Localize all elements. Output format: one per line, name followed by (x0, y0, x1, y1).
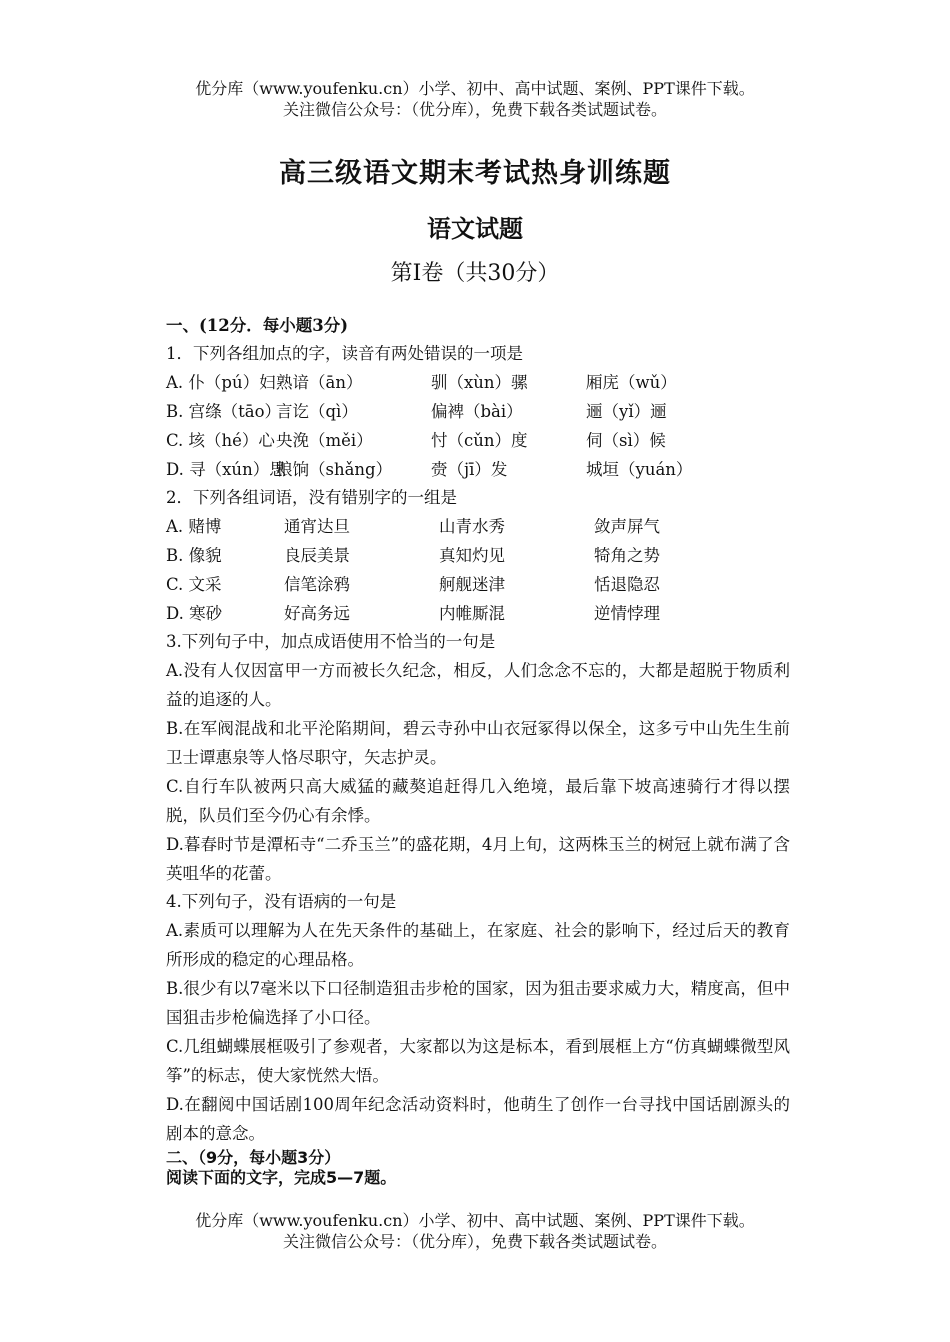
q1-d-3: 赍（jī）发 (431, 460, 508, 479)
q2-option-a (166, 512, 790, 541)
q2-b-4: 犄角之势 (594, 546, 660, 565)
q3-option-c: C.自行车队被两只高大威猛的藏獒追赶得几入绝境，最后靠下坡高速骑行才得以摆脱，队员们至今仍心有余悸。 (166, 777, 790, 825)
q2-a-3: 山青水秀 (439, 517, 505, 536)
q3-stem: 3.下列句子中，加点成语使用不恰当的一句是 (166, 632, 496, 651)
footer-line-1: 优分库（www.youfenku.cn）小学、初中、高中试题、案例、PPT课件下载。 (195, 1211, 755, 1230)
q1-option-b (166, 397, 790, 426)
q4-option-d: D.在翻阅中国话剧100周年纪念活动资料时，他萌生了创作一台寻找中国话剧源头的剧本的意念。 (166, 1095, 790, 1143)
q1-d-4: 城垣（yuán） (586, 460, 693, 479)
q2-a-2: 通宵达旦 (284, 517, 350, 536)
q2-option-b (166, 541, 790, 570)
q1-a-2: 熟谙（ān） (276, 373, 363, 392)
q2-c-1: C. 文采 (166, 575, 222, 594)
q2-b-1: B. 像貌 (166, 546, 222, 565)
q1-stem: 1．下列各组加点的字，读音有两处错误的一项是 (166, 344, 523, 363)
q2-d-1: D. 寒砂 (166, 604, 223, 623)
q1-a-3: 驯（xùn）骡 (431, 373, 528, 392)
q1-d-2: 粮饷（shǎng） (276, 460, 393, 479)
banner-line-1: 优分库（www.youfenku.cn）小学、初中、高中试题、案例、PPT课件下载。 (195, 79, 755, 98)
q1-b-2: 言讫（qì） (276, 402, 358, 421)
q4-option-a: A.素质可以理解为人在先天条件的基础上，在家庭、社会的影响下，经过后天的教育所形成的稳定的心理品格。 (166, 921, 790, 969)
exam-content (166, 312, 790, 1188)
q2-a-4: 敛声屏气 (594, 517, 660, 536)
q1-d-1: D. 寻（xún）思 (166, 460, 286, 479)
section2-instruction: 阅读下面的文字，完成5—7题。 (166, 1168, 397, 1187)
section1-heading: 一、(12分．每小题3分) (166, 316, 349, 335)
q2-a-1: A. 赌博 (166, 517, 222, 536)
exam-subtitle: 语文试题 (427, 214, 523, 243)
q1-a-1: A. 仆（pú）妇 (166, 373, 276, 392)
q2-b-2: 良辰美景 (284, 546, 350, 565)
q2-b-3: 真知灼见 (439, 546, 505, 565)
q1-b-3: 偏裨（bài） (431, 402, 523, 421)
q1-a-4: 厢庑（wǔ） (586, 373, 677, 392)
q1-option-d (166, 455, 790, 484)
q2-stem: 2．下列各组词语，没有错别字的一组是 (166, 488, 457, 507)
q1-c-3: 忖（cǔn）度 (431, 431, 528, 450)
q1-c-2: 央浼（měi） (276, 431, 373, 450)
q2-option-d (166, 599, 790, 628)
q3-option-d: D.暮春时节是潭柘寺“二乔玉兰”的盛花期，4月上旬，这两株玉兰的树冠上就布满了含英咀华的花蕾。 (166, 835, 790, 883)
q4-option-b: B.很少有以7毫米以下口径制造狙击步枪的国家，因为狙击要求威力大，精度高，但中国狙击步枪偏选择了小口径。 (166, 979, 790, 1027)
q2-c-2: 信笔涂鸦 (284, 575, 350, 594)
q1-option-c (166, 426, 790, 455)
q4-option-c: C.几组蝴蝶展框吸引了参观者，大家都以为这是标本，看到展框上方“仿真蝴蝶微型风筝”的标志，使大家恍然大悟。 (166, 1037, 790, 1085)
footer-banner (0, 1210, 950, 1252)
q3-option-a: A.没有人仅因富甲一方而被长久纪念，相反，人们念念不忘的，大都是超脱于物质利益的追逐的人。 (166, 661, 790, 709)
q2-d-4: 逆情悖理 (594, 604, 660, 623)
header-banner (0, 78, 950, 120)
q2-c-3: 舸舰迷津 (439, 575, 505, 594)
banner-line-2: 关注微信公众号：（优分库），免费下载各类试题试卷。 (282, 100, 667, 119)
q2-d-3: 内帷厮混 (439, 604, 505, 623)
q1-c-4: 伺（sì）候 (586, 431, 666, 450)
q1-option-a (166, 368, 790, 397)
q1-c-1: C. 垓（hé）心 (166, 431, 275, 450)
q2-d-2: 好高务远 (284, 604, 350, 623)
volume-label: 第Ⅰ卷（共30分） (390, 261, 560, 286)
q1-b-1: B. 宫绦（tāo） (166, 402, 282, 421)
q2-c-4: 恬退隐忍 (594, 575, 660, 594)
q2-option-c (166, 570, 790, 599)
footer-line-2: 关注微信公众号：（优分库），免费下载各类试题试卷。 (282, 1232, 667, 1251)
q1-b-4: 逦（yǐ）逦 (586, 402, 667, 421)
q4-stem: 4.下列句子，没有语病的一句是 (166, 892, 397, 911)
exam-title: 高三级语文期末考试热身训练题 (279, 158, 671, 189)
q3-option-b: B.在军阀混战和北平沦陷期间，碧云寺孙中山衣冠冢得以保全，这多亏中山先生生前卫士谭惠泉等人恪尽职守，矢志护灵。 (166, 719, 790, 767)
section2-heading: 二、（9分，每小题3分） (166, 1148, 341, 1167)
